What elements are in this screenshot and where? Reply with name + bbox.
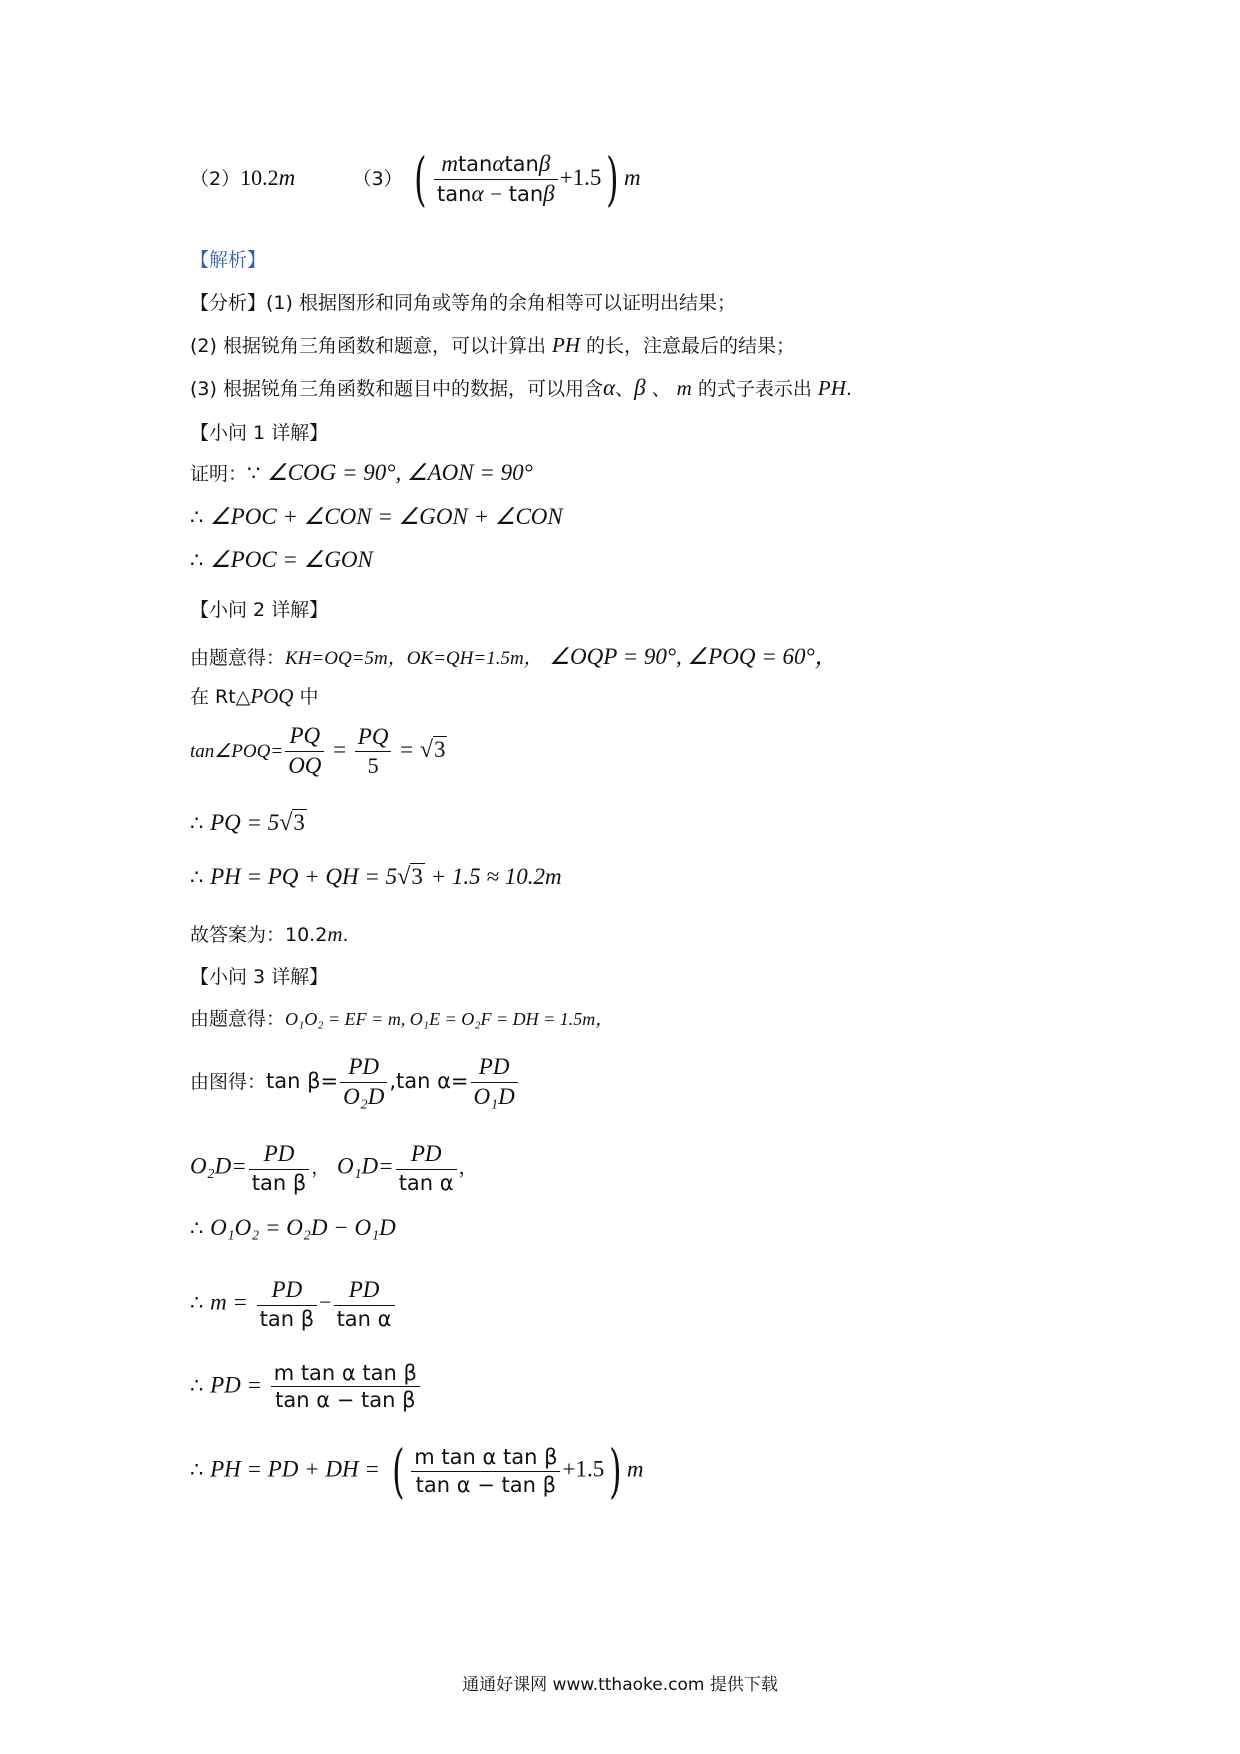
q1-eq-3: ∠POC = ∠GON — [210, 547, 373, 572]
therefore-symbol: ∴ — [190, 865, 204, 889]
therefore-symbol: ∴ — [190, 505, 204, 529]
q3-frac-ph — [411, 1444, 560, 1498]
fenxi-text-3a: (3) 根据锐角三角函数和题目中的数据，可以用含 — [190, 378, 603, 400]
q2-frac-1-num: PQ — [285, 722, 324, 752]
q3-pd-eq: PD = — [210, 1372, 262, 1398]
q3-ph-den: tan α − tan β — [415, 1472, 557, 1497]
therefore-symbol: ∴ — [190, 1290, 204, 1315]
q3-pd: PD — [249, 1140, 310, 1170]
q3-pd: PD — [334, 1276, 395, 1306]
right-paren: ) — [609, 1437, 622, 1505]
q2-ph-lhs: PH = PQ + QH = 5 — [210, 864, 398, 889]
q3-ph-num: m tan α tan β — [411, 1444, 560, 1471]
q2-tan-label: tan∠POQ= — [190, 740, 284, 762]
sqrt-3: √3 — [397, 864, 423, 890]
q2-in-tri-c: 中 — [293, 686, 319, 708]
q3-pd: PD — [257, 1276, 318, 1306]
q3-m-unit: m — [626, 1456, 644, 1482]
therefore-symbol: ∴ — [190, 548, 204, 572]
q2-given-text: KH=OQ=5m，OK=QH=1.5m， — [285, 648, 543, 669]
frac-num-beta: β — [538, 151, 551, 176]
q1-proof-label: 证明： — [190, 463, 248, 485]
answer-2-label: （2） — [190, 167, 241, 190]
frac-num-tan1: tan — [457, 152, 493, 176]
q3-tan-alpha: tan α — [398, 1170, 454, 1195]
fenxi-label: 【分析】 — [190, 292, 267, 314]
q2-frac-2 — [355, 723, 392, 780]
q2-answer-unit: m — [327, 922, 343, 946]
frac-num-alpha: α — [492, 151, 505, 176]
therefore-symbol: ∴ — [190, 811, 204, 835]
fenxi-sep-2: 、 — [645, 378, 671, 400]
q3-frac-m2 — [334, 1276, 395, 1332]
q3-plus-1-5: +1.5 — [562, 1456, 605, 1482]
sqrt-3: √3 — [279, 810, 305, 836]
q3-tanb: tan β= — [266, 1068, 339, 1093]
right-paren: ) — [606, 145, 619, 214]
q3-given — [190, 1004, 613, 1031]
q3-pd-den: tan α − tan β — [275, 1388, 416, 1413]
fenxi-end: . — [845, 378, 852, 400]
frac-den-beta: β — [543, 180, 555, 206]
fenxi-m: m — [676, 376, 692, 400]
therefore-symbol: ∴ — [190, 1373, 204, 1398]
q2-ph-rhs: + 1.5 ≈ 10.2m — [424, 864, 562, 889]
therefore-symbol: ∴ — [190, 1216, 204, 1240]
q1-line-1 — [190, 459, 533, 486]
q3-pd-num: m tan α tan β — [271, 1360, 420, 1387]
q2-given — [190, 638, 838, 671]
frac-den-tan1: tan — [437, 181, 472, 206]
q2-frac-2-den: 5 — [367, 753, 379, 779]
q2-in-tri-b: POQ — [250, 684, 294, 708]
q3-ph-eq: PH = PD + DH = — [210, 1456, 380, 1482]
q3-frac-pd — [271, 1360, 420, 1414]
q2-answer-label: 故答案为：10.2 — [190, 924, 328, 946]
sqrt-3-value: 3 — [433, 736, 446, 762]
answer-3-label: （3） — [352, 167, 403, 190]
fenxi-ph-1: PH — [552, 333, 580, 357]
q2-given-label: 由题意得： — [190, 647, 286, 669]
footer: 通通好课网 www.tthaoke.com 提供下载 — [462, 1675, 778, 1695]
answer-3-unit: m — [624, 164, 641, 190]
q3-pd: PD — [471, 1053, 518, 1083]
q3-frac-m1 — [257, 1276, 318, 1332]
q3-minus: − — [319, 1289, 332, 1315]
frac-den-tan2: tan — [508, 181, 544, 206]
answer-2-value: 10.2 — [240, 164, 279, 190]
q3-given-label: 由题意得： — [190, 1008, 286, 1030]
sqrt-3-value: 3 — [293, 810, 305, 835]
q3-tan-alpha: tan α — [336, 1306, 392, 1331]
q2-frac-2-num: PQ — [355, 723, 392, 753]
q1-line-3 — [190, 547, 373, 573]
answer-3-fraction — [434, 150, 558, 209]
q3-o2d-line — [190, 1140, 478, 1196]
q3-tan-beta: tan β — [259, 1306, 315, 1331]
q2-frac-1-den: OQ — [288, 752, 322, 778]
q3-comma: ， — [311, 1156, 331, 1179]
analysis-heading: 【解析】 — [190, 249, 267, 271]
q1-eq-2: ∠POC + ∠CON = ∠GON + ∠CON — [210, 504, 563, 529]
q3-ph-line — [190, 1437, 644, 1505]
fenxi-line-1 — [190, 288, 736, 315]
q3-frac-o1d — [396, 1140, 457, 1196]
fenxi-alpha: α — [602, 375, 616, 400]
fenxi-text-2b: 的长，注意最后的结果； — [580, 335, 796, 357]
fenxi-text-2a: (2) 根据锐角三角函数和题意，可以计算出 — [190, 335, 552, 357]
q3-frac-tana — [471, 1053, 518, 1112]
q3-frac-tanb — [340, 1053, 387, 1112]
q2-answer — [190, 920, 349, 947]
fenxi-line-2 — [190, 331, 795, 358]
frac-num-m: m — [441, 151, 458, 176]
fenxi-ph-2: PH — [817, 376, 846, 400]
q3-frac-o2d — [249, 1140, 310, 1196]
q3-given-text: O₁O₂ = EF = m, O₁E = O₂F = DH = 1.5m， — [285, 1009, 614, 1029]
fenxi-beta: β — [634, 375, 646, 400]
q2-pq-line — [190, 810, 307, 837]
frac-den-alpha: α — [471, 180, 484, 206]
q3-o2d-eq: O₂D= — [190, 1153, 247, 1179]
q3-comma: ， — [458, 1156, 478, 1179]
q2-frac-1 — [285, 722, 324, 781]
q3-fig-line — [190, 1053, 520, 1112]
q3-m-line — [190, 1276, 397, 1332]
therefore-symbol: ∴ — [190, 1457, 204, 1482]
plus-1-5: +1.5 — [559, 164, 602, 190]
q3-o1d-eq: O₁D= — [336, 1153, 394, 1179]
q3-m-eq: m = — [210, 1289, 248, 1315]
q2-triangle-line — [190, 682, 319, 709]
q2-eq-1: = — [333, 736, 347, 762]
q2-heading: 【小问 2 详解】 — [190, 599, 329, 621]
frac-den-minus: − — [490, 181, 503, 206]
because-symbol: ∵ — [247, 461, 261, 485]
q3-pd: PD — [396, 1140, 457, 1170]
q2-answer-end: . — [342, 924, 349, 946]
q1-line-2 — [190, 504, 563, 530]
q3-o1d: O₁D — [473, 1083, 515, 1109]
fenxi-text-1: (1) 根据图形和同角或等角的余角相等可以证明出结果； — [266, 292, 736, 314]
q3-fig-label: 由图得： — [190, 1070, 267, 1093]
q3-o1o2-line — [190, 1215, 396, 1241]
q2-tan-line — [190, 722, 447, 781]
q3-pd-line — [190, 1360, 422, 1414]
sqrt-3-value: 3 — [411, 864, 423, 889]
left-paren: ( — [414, 145, 427, 214]
q2-pq-lhs: PQ = 5 — [210, 810, 280, 835]
fenxi-text-3b: 的式子表示出 — [691, 378, 818, 400]
sqrt-3: √3 — [419, 736, 446, 763]
fenxi-line-3 — [190, 374, 852, 401]
q3-heading: 【小问 3 详解】 — [190, 966, 329, 988]
answer-2-unit: m — [278, 164, 296, 190]
q1-eq-1: ∠COG = 90°, ∠AON = 90° — [267, 460, 533, 485]
fenxi-sep-1: 、 — [615, 378, 635, 400]
left-paren: ( — [391, 1437, 405, 1505]
q3-o2d: O₂D — [343, 1083, 385, 1109]
q3-tan-beta: tan β — [251, 1170, 307, 1195]
answer-line — [190, 145, 641, 214]
q1-heading: 【小问 1 详解】 — [190, 422, 329, 444]
q2-given-angles: ∠OQP = 90°, ∠POQ = 60°， — [549, 644, 838, 669]
q3-tana: ,tan α= — [389, 1068, 469, 1093]
frac-num-tan2: tan — [504, 152, 539, 176]
q2-in-tri-a: 在 Rt△ — [190, 686, 251, 708]
q2-eq-2: = — [400, 736, 414, 762]
q3-o1o2: O₁O₂ = O₂D − O₁D — [210, 1215, 396, 1240]
q2-ph-line — [190, 864, 562, 891]
q3-pd: PD — [340, 1053, 387, 1083]
